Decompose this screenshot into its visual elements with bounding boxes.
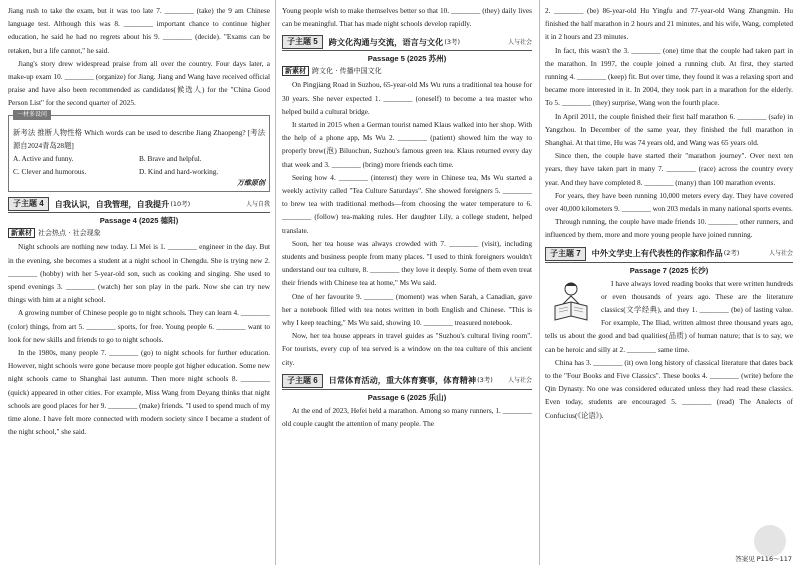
material-box: 新素材 [8, 228, 35, 238]
passage-text: For years, they have been running 10,000 meters every day. They have covered over 40,000 kilometers 9. ________ won 203 medals in many national sports events. [545, 190, 793, 214]
topic-tag: 人与自我 [245, 200, 270, 208]
passage-text: Seeing how 4. ________ (interest) they were in Chinese tea, Ms Wu started a weekly activity called "Tea Culture Saturdays". She showed foreigners 5. ________ to brew tea with traditional methods—from choosing the water temperature to 6. ________ (follow) tea-making rules. Her daughter Lily, a college student, helped translate. [282, 172, 532, 235]
topic-count: (10考) [170, 199, 191, 208]
option-b[interactable]: B. Brave and helpful. [139, 154, 202, 164]
passage-text: 2. ________ (be) 86-year-old Hu Yingfu and 77-year-old Wang Zhangmin. Hu finished the half marathon in 2 hours and 21 minutes, and his wife, Wang, completed it in 2 hours and 23 minutes. [545, 6, 793, 42]
brand-mark: 万维原创 [237, 179, 265, 188]
passage-text: It started in 2015 when a German tourist named Klaus walked into her shop. With the help of a phone app, Ms Wu 2. ________ (patient) showed him the way to properly brew(泡) Biluochun, Suzhou's famous green tea. Klaus returned every day that week and 3. ________ (bring) more friends each time. [282, 120, 532, 169]
passage-title: Passage 5 (2025 苏州) [367, 54, 447, 64]
passage-text: Young people wish to make themselves better so that 10. ________ (they) daily lives can be meaningful. That has made night schools develop rapidly. [282, 6, 532, 29]
material-tag [8, 227, 270, 240]
answer-page-reference: 答案见 P116～117 [735, 555, 792, 563]
option-d[interactable]: D. Kind and hard-working. [139, 167, 219, 177]
topic-tag: 人与社会 [507, 377, 532, 385]
extra-question-tab: 一材多设问 [13, 110, 51, 120]
topic-count: (2考) [723, 249, 740, 258]
material-box: 新素材 [282, 66, 309, 76]
topic-count: (3考) [477, 376, 493, 385]
passage-title: Passage 7 (2025 长沙) [629, 265, 709, 275]
topic-header [8, 197, 270, 213]
topic-title: 跨文化沟通与交流，语言与文化 [328, 36, 444, 47]
topic-count: (3考) [444, 37, 461, 46]
topic-header [545, 247, 793, 263]
column-divider [275, 0, 276, 565]
passage-text: Now, her tea house appears in travel guides as "Suzhou's cultural living room". For tourists, every cup of tea served is a window on the tea culture of this ancient city. [282, 331, 532, 367]
passage-text: Soon, her tea house was always crowded with 7. ________ (visit), including students and business people from many places. "I used to think foreigners wouldn't understand our tea culture, 8. ________ they love it deeply. Some of them even treat their friends with Chinese tea at home," Ms Wu said. [282, 238, 532, 288]
passage-text: Jiang rush to take the exam, but it was too late 7. ________ (take) the 9 am Chinese language test. Although this was 8. ________ important chance to continue higher education, he said he had no regrets about his 9. ________ (decide). "Exams can be retaken, but a life cannot," he said. [8, 6, 270, 55]
topic-title: 自我认识，自我管理，自我提升 [54, 198, 170, 209]
watermark-logo [754, 525, 786, 557]
passage-text: A growing number of Chinese people go to night schools. They can learn 4. ________ (color) things, from art 5. ________ sports, for free. Young people 6. ________ want to look for new skills and friends to go to night schools. [8, 308, 270, 344]
material-text: 社会热点 · 社会现象 [38, 229, 101, 238]
material-text: 跨文化 · 传播中国文化 [312, 67, 382, 76]
passage-text: China has 3. ________ (it) own long history of classical literature that dates back to the "Four Books and Five Classics". These books 4. ________ (write) before the Qin Dynasty. No one was considered educated unless they had read these classics. Even today, students are encouraged 5. ________ (read) The Analects of Confucius(《论语》). [545, 357, 793, 420]
option-row [13, 152, 265, 165]
topic-label: 子主题 7 [545, 247, 586, 261]
passage-text: In April 2011, the couple finished their first half marathon 6. ________ (safe) in Yangzhou. In December of the same year, they finished the full marathon in Shanghai. At that time, Hu was 74 years old, and Wang was 65 years old. [545, 111, 793, 148]
column-divider [539, 0, 540, 565]
passage-text: I have always loved reading books that were written hundreds or even thousands of years ago. These are the literature classics(文学经典), and they 1. ________ (be) of lasting value. For example, The Iliad, written almost three thousand years ago, tells us about the good and bad qualities(品质) of human nature; that is to say, we can be heroic and silly at 2. ________ same time. [545, 278, 793, 354]
topic-label: 子主题 4 [8, 197, 49, 211]
material-tag [282, 65, 532, 78]
topic-title: 日常体育活动，重大体育赛事，体育精神 [328, 375, 477, 386]
topic-header [282, 374, 532, 390]
passage-text: Jiang's story drew widespread praise from all over the country. Four days later, a make-up exam 10. ________ (organize) for Jiang. Jiang and Wang have received official praise and have also been recommended as candidates(候选人) for the "China Good Person List" for the second quarter of 2025. [8, 58, 270, 108]
reading-student-illustration [545, 280, 597, 324]
column-right [545, 4, 793, 422]
topic-tag: 人与社会 [507, 38, 532, 46]
passage-text: One of her favourite 9. ________ (moment) was when Sarah, a Canadian, gave her a notebook filled with tea notes written in both English and Chinese. "This is why I keep teaching," Ms Wu said, showing 10. ________ treasured notebook. [282, 291, 532, 328]
option-a[interactable]: A. Active and funny. [13, 154, 74, 164]
topic-label: 子主题 5 [282, 35, 323, 49]
passage-text: On Pingjiang Road in Suzhou, 65-year-old Ms Wu runs a traditional tea house for 30 years. She never expected 1. ________ (oneself) to become a tea master who helped build a cultural bridge. [282, 80, 532, 116]
passage-text: Since then, the couple have started their "marathon journey". Over next ten years, they have taken part in many 7. ________ (race) across the country every year. And they have completed 8. ________ (many) than 100 marathon events. [545, 151, 793, 187]
passage-text: Night schools are nothing new today. Li Mei is 1. ________ engineer in the day. But in the evening, she becomes a student at a night school in Chengdu. She is trying new 2. ________ (hobby) with her 5-year-old son, such as cooking and singing. She used to spend evenings 3. ________ (watch) her son play in the park. Now she can try new things with him at a night school. [8, 242, 270, 305]
passage-title: Passage 4 (2025 德阳) [99, 216, 179, 226]
topic-title: 中外文学史上有代表性的作家和作品 [591, 248, 723, 259]
passage-text: Through running, the couple have made friends 10. ________ other runners, and influenced by them, more and more young people have joined running. [545, 217, 793, 240]
passage-text: In fact, this wasn't the 3. ________ (one) time that the couple had taken part in the marathon. In 1997, the couple joined a running club. At first, they started running 4. ________ (keep) fit. But over time, they found it was a relaxing sport and became more interested in it. In 2004, they took part in a marathon for the elderly. To 5. ________ (they) surprise, Wang won the fourth place. [545, 45, 793, 108]
option-c[interactable]: C. Clever and humorous. [13, 167, 87, 177]
extra-question-text: 新考法 推断人物性格 Which words can be used to describe Jiang Zhaopeng? [考法源自2024青岛28题] [13, 127, 265, 150]
column-middle [282, 4, 532, 430]
passage-title: Passage 6 (2025 乐山) [367, 392, 447, 402]
topic-tag: 人与社会 [768, 250, 793, 258]
topic-label: 子主题 6 [282, 374, 323, 388]
extra-question-box [8, 110, 270, 193]
passage-text: In the 1980s, many people 7. ________ (go) to night schools for further education. However, night schools were gone because more people got higher education. Some new night schools came to Shanghai last autumn. Then more night schools 8. ________ (quick) appeared in other cities. For example, Miss Wang from Deyang thinks that night schools are good places for her 9. ________ (make) friends. "I used to spend much of my time alone. I have felt more connected with modern society since I became a student of the night school," she said. [8, 348, 270, 437]
topic-header [282, 35, 532, 51]
column-left [8, 4, 270, 438]
option-row [13, 165, 265, 178]
passage-text: At the end of 2023, Hefei held a marathon. Among so many runners, 1. ________ old couple caught the attention of many people. The [282, 405, 532, 429]
